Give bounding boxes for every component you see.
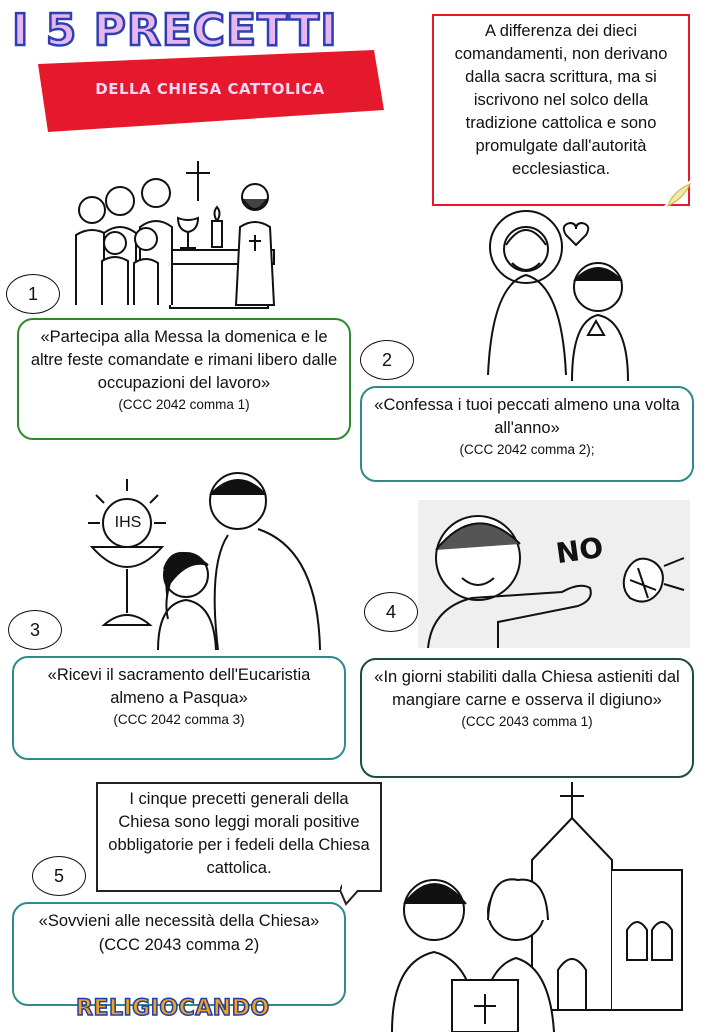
speech-tail-icon — [340, 866, 384, 906]
host-label: IHS — [114, 514, 142, 531]
precept-text: «Confessa i tuoi peccati almeno una volta all'anno» — [374, 396, 680, 437]
precept-number-2: 2 — [360, 340, 414, 380]
precept-number-1: 1 — [6, 274, 60, 314]
family-at-altar-illustration — [60, 155, 288, 310]
precept-reference: (CCC 2043 comma 1) — [461, 714, 593, 729]
precept-reference: (CCC 2042 comma 1) — [118, 397, 250, 412]
page-curl-icon — [664, 180, 692, 208]
precept-reference: (CCC 2042 comma 3) — [113, 712, 245, 727]
page-subtitle: DELLA CHIESA CATTOLICA — [95, 80, 325, 98]
precept-text: «Ricevi il sacramento dell'Eucaristia almeno a Pasqua» — [47, 666, 311, 707]
precept-card-3 — [12, 656, 346, 760]
precept-number-3: 3 — [8, 610, 62, 650]
precept-text: «In giorni stabiliti dalla Chiesa astieniti dal mangiare carne e osserva il digiuno» — [374, 668, 680, 709]
page-title: I 5 PRECETTI — [12, 5, 338, 56]
precept-number-5: 5 — [32, 856, 86, 896]
precept-card-1 — [17, 318, 351, 440]
church-children-illustration — [382, 780, 692, 1032]
precept-text: «Sovvieni alle necessità della Chiesa» — [38, 912, 320, 930]
precept-reference: (CCC 2042 comma 2); — [459, 442, 595, 457]
precept-text: «Partecipa alla Messa la domenica e le altre feste comandate e rimani libero dalle occupazioni del lavoro» — [30, 328, 338, 392]
precept-reference: (CCC 2043 comma 2) — [98, 936, 260, 954]
precept-number-4: 4 — [364, 592, 418, 632]
first-communion-illustration — [78, 465, 328, 650]
precept-card-2 — [360, 386, 694, 482]
brand-logo: RELIGIOCANDO — [76, 996, 270, 1021]
boy-refusing-meat-illustration — [418, 500, 690, 648]
precept-card-5 — [12, 902, 346, 1006]
jesus-and-boy-illustration — [478, 205, 648, 385]
summary-bubble: I cinque precetti generali della Chiesa sono leggi morali positive obbligatorie per i fedeli della Chiesa cattolica. — [96, 782, 382, 892]
no-label: NO — [553, 530, 606, 571]
intro-note: A differenza dei dieci comandamenti, non derivano dalla sacra scrittura, ma si iscrivono nel solco della tradizione cattolica e sono promulgate dall'autorità ecclesiastica. — [432, 14, 690, 206]
precept-card-4 — [360, 658, 694, 778]
